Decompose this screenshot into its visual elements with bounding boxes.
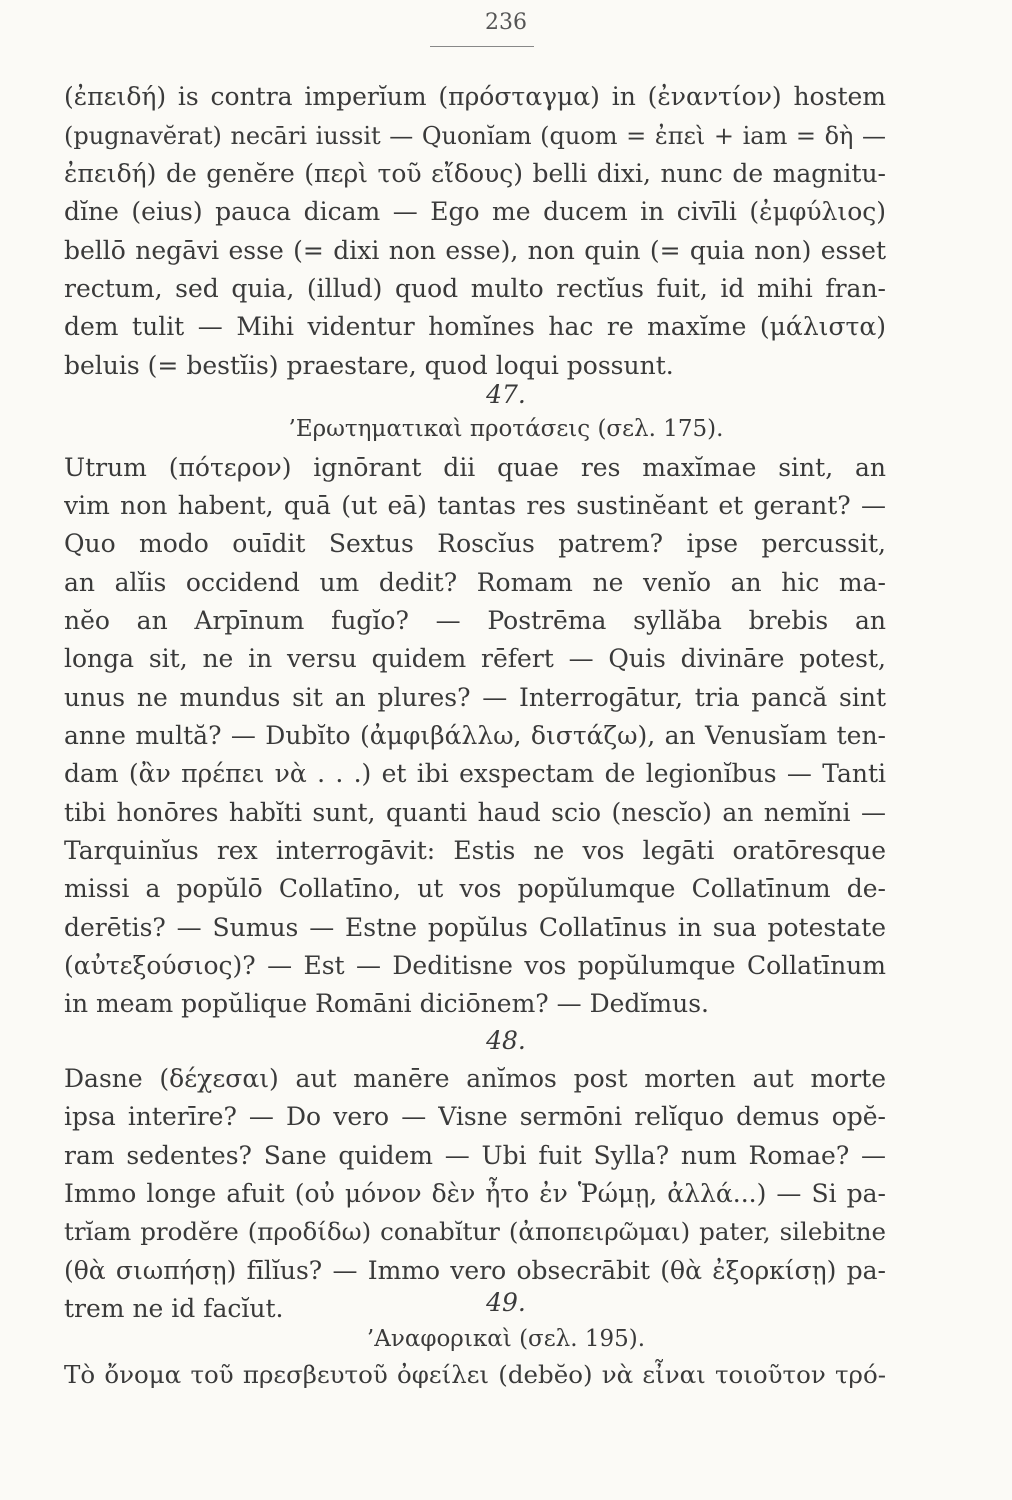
page-number: 236 — [485, 10, 527, 35]
text-line: anne multă? — Dubĭto (ἀμφιβάλλω, διστάζω), an Venusĭam ten- — [64, 721, 886, 750]
text-line: trem ne id facĭut. — [64, 1294, 284, 1323]
header-rule — [430, 46, 534, 47]
text-line: (θὰ σιωπήσῃ) fīlĭus? — Immo vero obsecrābit (θὰ ἐξορκίσῃ) pa- — [64, 1256, 886, 1285]
text-line: trĭam prodĕre (προδίδω) conabĭtur (ἀποπειρῶμαι) pater, silebitne — [64, 1217, 886, 1246]
text-line: dem tulit — Mihi videntur homĭnes hac re maxĭme (μάλιστα) — [64, 312, 886, 341]
text-line: Utrum (πότερον) ignōrant dii quae res maxĭmae sint, an — [64, 453, 886, 482]
text-line: Quo modo ouīdit Sextus Roscĭus patrem? ipse percussit, — [64, 529, 886, 558]
text-line: an alĭis occidend um dedit? Romam ne venĭo an hic ma- — [64, 568, 886, 597]
text-line: beluis (= bestĭis) praestare, quod loqui possunt. — [64, 351, 674, 380]
text-line: ram sedentes? Sane quidem — Ubi fuit Sylla? num Romae? — — [64, 1141, 886, 1170]
section-number-48: 48. — [486, 1026, 526, 1055]
text-line: Immo longe afuit (οὐ μόνον δὲν ἦτο ἐν Ῥώμῃ, ἀλλά...) — Si pa- — [64, 1179, 886, 1208]
text-line: bellō negāvi esse (= dixi non esse), non quin (= quia non) esset — [64, 236, 886, 265]
text-line: ἐπειδή) de genĕre (περὶ τοῦ εἴδους) belli dixi, nunc de magnitu- — [64, 159, 886, 188]
text-line: missi a popŭlō Collatīno, ut vos popŭlumque Collatīnum de- — [64, 874, 886, 903]
text-line: Dasne (δέχεσαι) aut manēre anĭmos post morten aut morte — [64, 1064, 886, 1093]
text-line: ipsa interīre? — Do vero — Visne sermōni relĭquo demus opĕ- — [64, 1102, 886, 1131]
section-number-47: 47. — [486, 380, 526, 409]
text-line: (ἐπειδή) is contra imperĭum (πρόσταγμα) in (ἐναντίον) hostem — [64, 82, 886, 111]
text-line: (pugnavĕrat) necāri iussit — Quonĭam (quom = ἐπεὶ + iam = δὴ — — [64, 122, 886, 150]
text-line: rectum, sed quia, (illud) quod multo rectĭus fuit, id mihi fran- — [64, 274, 886, 303]
text-line: Τὸ ὄνομα τοῦ πρεσβευτοῦ ὀφείλει (debĕo) νὰ εἶναι τοιοῦτον τρό- — [64, 1360, 886, 1389]
text-line: vim non habent, quā (ut eā) tantas res sustinĕant et gerant? — — [64, 491, 886, 520]
text-line: in meam popŭlique Romāni diciōnem? — Dedĭmus. — [64, 989, 709, 1018]
text-line: nĕo an Arpīnum fugĭo? — Postrēma syllăba brebis an — [64, 606, 886, 635]
text-line: unus ne mundus sit an plures? — Interrogātur, tria pancă sint — [64, 683, 886, 712]
text-line: tibi honōres habĭti sunt, quanti haud scio (nescĭo) an nemĭni — — [64, 798, 886, 827]
section-number-49: 49. — [486, 1288, 526, 1317]
text-line: longa sit, ne in versu quidem rēfert — Quis divināre potest, — [64, 644, 886, 673]
text-line: Tarquinĭus rex interrogāvit: Estis ne vos legāti oratōresque — [64, 836, 886, 865]
section-subtitle-49: ’Αναφορικαὶ (σελ. 195). — [366, 1326, 646, 1352]
section-subtitle-47: ’Ερωτηματικαὶ προτάσεις (σελ. 175). — [288, 416, 724, 442]
text-line: dĭne (eius) pauca dicam — Ego me ducem in civīli (ἐμφύλιος) — [64, 197, 886, 226]
text-line: derētis? — Sumus — Estne popŭlus Collatīnus in sua potestate — [64, 913, 886, 942]
text-line: (αὐτεξούσιος)? — Est — Deditisne vos popŭlumque Collatīnum — [64, 951, 886, 980]
text-line: dam (ἂν πρέπει νὰ . . .) et ibi exspectam de legionĭbus — Tanti — [64, 759, 886, 788]
